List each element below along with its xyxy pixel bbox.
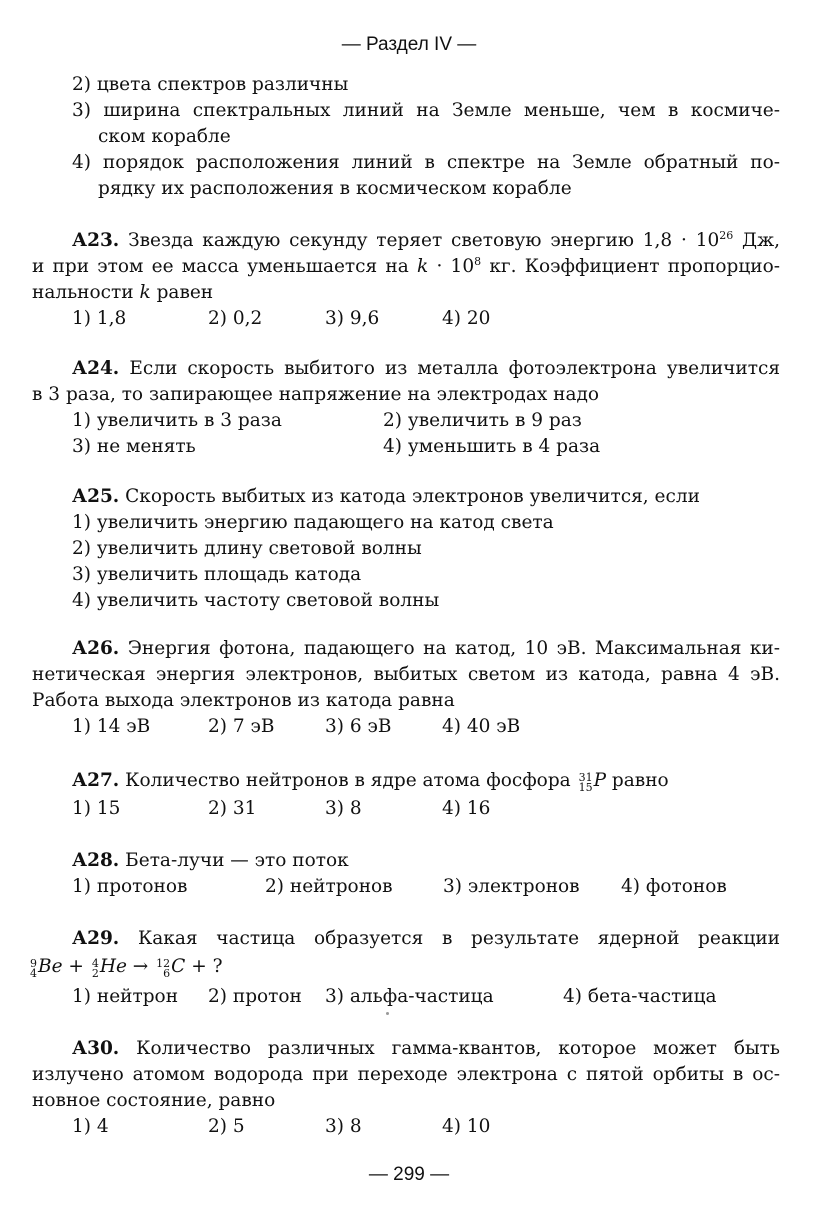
a23-option-4: 4) 20 — [442, 308, 491, 329]
a26-option-3: 3) 6 эВ — [325, 716, 392, 737]
a28-number: А28. — [72, 850, 120, 871]
a29-option-2: 2) протон — [208, 986, 302, 1007]
a24-option-2: 2) увеличить в 9 раз — [383, 410, 582, 431]
a24-number: А24. — [72, 358, 120, 379]
a27-line1: А27. Количество нейтронов в ядре атома фосфора 31 15 P равно — [72, 770, 669, 794]
prev-option-3-line2: ском корабле — [98, 126, 231, 147]
prev-option-2: 2) цвета спектров различны — [72, 74, 349, 95]
isotope-beryllium: 9 4 — [30, 957, 37, 980]
a26-line3: Работа выхода электронов из катода равна — [32, 690, 455, 711]
a29-line1: А29. Какая частица образуется в результате ядерной реакции — [72, 928, 780, 949]
a30-option-3: 3) 8 — [325, 1116, 362, 1137]
a29-option-3: 3) альфа-частица — [325, 986, 494, 1007]
a26-option-4: 4) 40 эВ — [442, 716, 521, 737]
a28-option-3: 3) электронов — [443, 876, 580, 897]
prev-option-4-line2: рядку их расположения в космическом корабле — [98, 178, 572, 199]
prev-option-4-line1: 4) порядок расположения линий в спектре на Земле обратный по- — [72, 152, 780, 173]
prev-option-3-line1: 3) ширина спектральных линий на Земле меньше, чем в космиче- — [72, 100, 780, 121]
a23-line1: А23. Звезда каждую секунду теряет световую энергию $1,8 \cdot 10^{26}$ Дж, — [72, 229, 780, 251]
a23-line3: нальности k равен — [32, 282, 214, 303]
a29-reaction: 9 4 Be + 4 2 He → 12 6 C + ? — [30, 956, 223, 980]
a24-line1: А24. Если скорость выбитого из металла фотоэлектрона увеличится — [72, 358, 780, 379]
a29-option-1: 1) нейтрон — [72, 986, 179, 1007]
a26-number: А26. — [72, 638, 120, 659]
a30-option-2: 2) 5 — [208, 1116, 245, 1137]
a30-option-1: 1) 4 — [72, 1116, 109, 1137]
a30-line1: А30. Количество различных гамма-квантов, которое может быть — [72, 1038, 780, 1059]
a25-option-4: 4) увеличить частоту световой волны — [72, 590, 440, 611]
a30-line3: новное состояние, равно — [32, 1090, 276, 1111]
a30-number: А30. — [72, 1038, 120, 1059]
a25-option-3: 3) увеличить площадь катода — [72, 564, 362, 585]
a27-option-2: 2) 31 — [208, 798, 257, 819]
a27-number: А27. — [72, 770, 120, 791]
reaction-arrow: → — [126, 956, 155, 977]
a24-option-1: 1) увеличить в 3 раза — [72, 410, 282, 431]
a23-line2: и при этом ее масса уменьшается на $k \cdot 10^8$ кг. Коэффициент пропорцио- — [32, 255, 780, 277]
a30-line2: излучено атомом водорода при переходе электрона с пятой орбиты в ос- — [32, 1064, 780, 1085]
a23-number: А23. — [72, 230, 120, 251]
a28-line1: А28. Бета-лучи — это поток — [72, 850, 349, 871]
section-header: — Раздел IV — — [341, 34, 477, 55]
a29-number: А29. — [72, 928, 120, 949]
page-number: — 299 — — [368, 1164, 450, 1185]
a26-line1: А26. Энергия фотона, падающего на катод, 10 эВ. Максимальная ки- — [72, 638, 780, 659]
a28-option-2: 2) нейтронов — [265, 876, 393, 897]
a27-option-3: 3) 8 — [325, 798, 362, 819]
a23-option-3: 3) 9,6 — [325, 308, 380, 329]
a24-line2: в 3 раза, то запирающее напряжение на электродах надо — [32, 384, 600, 405]
a25-line1: А25. Скорость выбитых из катода электронов увеличится, если — [72, 486, 700, 507]
isotope-carbon: 12 6 — [156, 957, 171, 980]
isotope-phosphorus: 31 15 — [578, 771, 593, 794]
a25-option-2: 2) увеличить длину световой волны — [72, 538, 422, 559]
a26-line2: нетическая энергия электронов, выбитых светом из катода, равна 4 эВ. — [32, 664, 780, 685]
a24-option-4: 4) уменьшить в 4 раза — [383, 436, 601, 457]
a30-option-4: 4) 10 — [442, 1116, 491, 1137]
a29-option-4: 4) бета-частица — [563, 986, 717, 1007]
a24-option-3: 3) не менять — [72, 436, 196, 457]
a26-option-1: 1) 14 эВ — [72, 716, 151, 737]
a27-option-1: 1) 15 — [72, 798, 121, 819]
a25-option-1: 1) увеличить энергию падающего на катод света — [72, 512, 554, 533]
a23-option-1: 1) 1,8 — [72, 308, 127, 329]
a25-number: А25. — [72, 486, 120, 507]
a26-option-2: 2) 7 эВ — [208, 716, 275, 737]
a28-option-1: 1) протонов — [72, 876, 188, 897]
print-speck — [386, 1012, 389, 1015]
a28-option-4: 4) фотонов — [621, 876, 727, 897]
a23-option-2: 2) 0,2 — [208, 308, 263, 329]
isotope-helium: 4 2 — [91, 957, 99, 980]
a27-option-4: 4) 16 — [442, 798, 491, 819]
